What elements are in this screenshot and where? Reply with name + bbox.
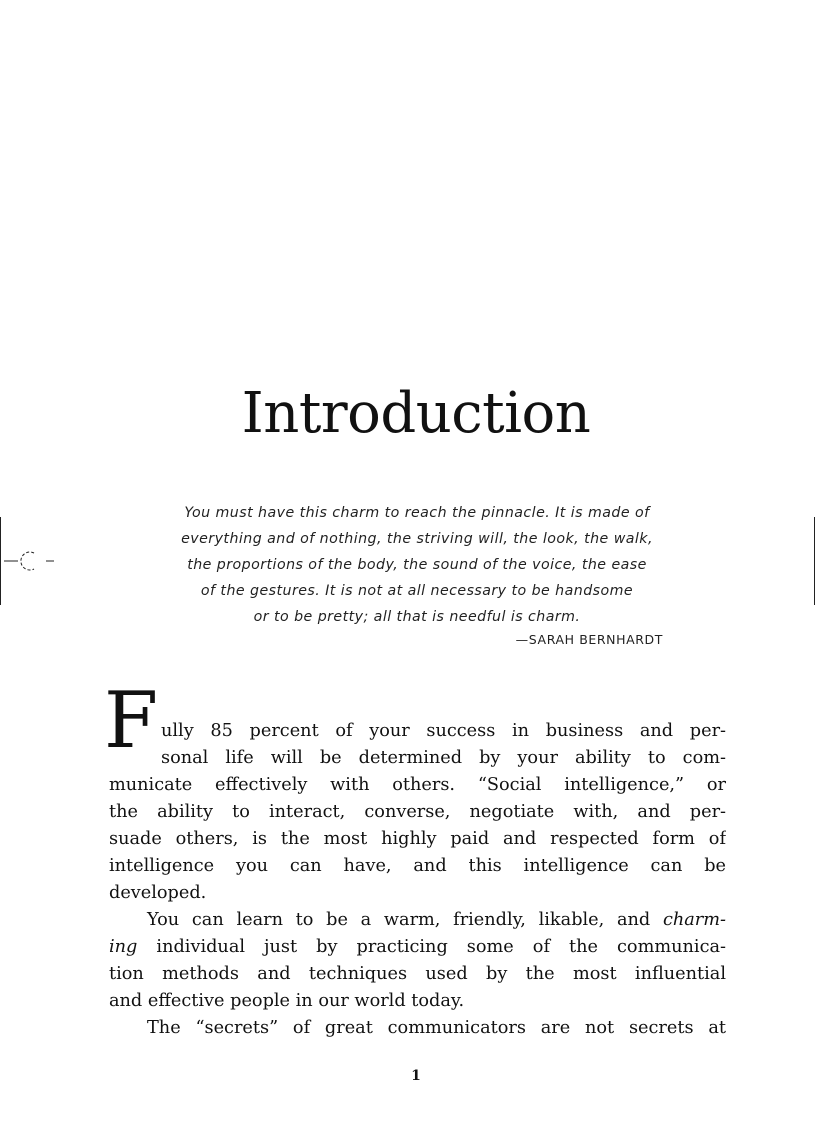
crop-mark-left [0,517,1,605]
body-line: tion methods and techniques used by the most influential [109,964,726,984]
body-line: ully 85 percent of your success in business and per- [161,721,726,741]
body-text [109,718,726,1042]
body-line: developed. [109,883,207,903]
body-line-text: You can learn to be a warm, friendly, likable, and [147,910,663,930]
emphasis-text: charm- [662,910,726,930]
epigraph [160,500,674,630]
body-line-with-emphasis [109,934,726,961]
epigraph-line: everything and of nothing, the striving will, the look, the walk, [181,531,653,547]
crop-mark-right [814,517,815,605]
epigraph-line: or to be pretty; all that is needful is charm. [253,609,581,625]
body-line: The “secrets” of great communicators are not secrets at [147,1018,726,1038]
body-line-text: individual just by practicing some of the communica- [156,937,726,957]
epigraph-line: of the gestures. It is not at all necessary to be handsome [200,583,634,599]
body-line: the ability to interact, converse, negotiate with, and per- [109,802,726,822]
drop-cap: F [104,676,159,766]
epigraph-line: You must have this charm to reach the pinnacle. It is made of [184,505,650,521]
chapter-title: Introduction [241,381,591,446]
registration-mark-icon [4,548,56,574]
body-line-with-emphasis [109,907,726,934]
epigraph-line: the proportions of the body, the sound of the voice, the ease [187,557,647,573]
body-line: municate effectively with others. “Social intelligence,” or [109,775,726,795]
body-line: sonal life will be determined by your ability to com- [161,748,726,768]
body-line: and effective people in our world today. [109,991,465,1011]
body-line: suade others, is the most highly paid and respected form of [109,829,726,849]
page-number: 1 [411,1068,421,1084]
body-line: intelligence you can have, and this intelligence can be [109,856,726,876]
emphasis-text: ing [109,937,138,957]
epigraph-attribution: —SARAH BERNHARDT [515,632,663,647]
